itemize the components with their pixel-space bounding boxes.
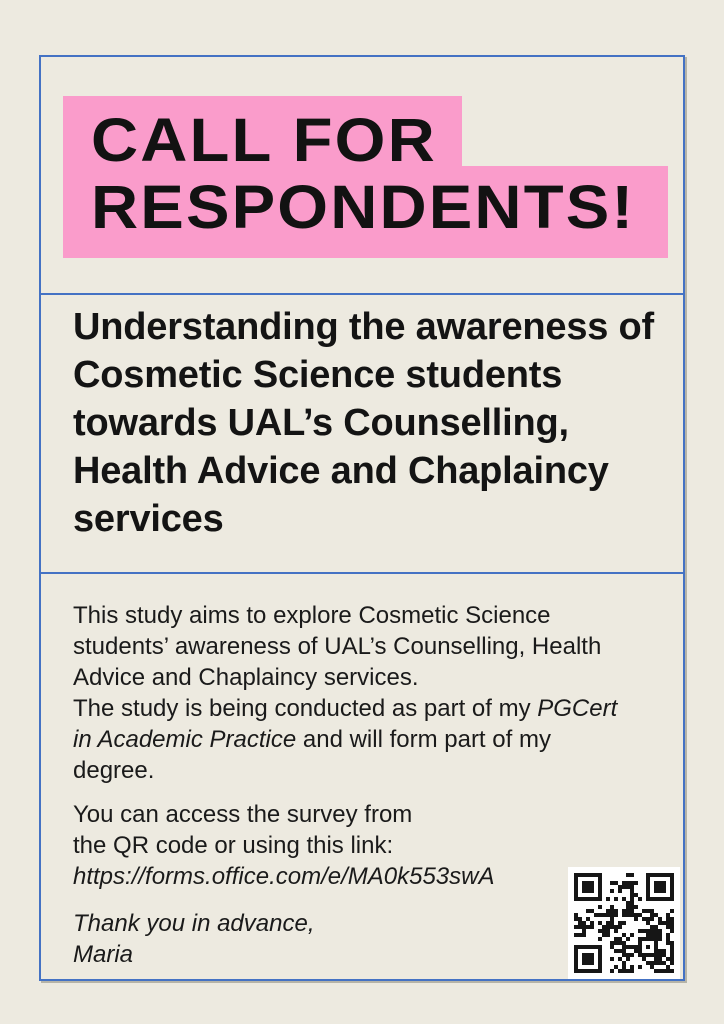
study-title-line: Cosmetic Science students	[73, 354, 563, 396]
qr-code	[568, 867, 680, 979]
signoff-line: Thank you in advance,	[73, 910, 315, 937]
body-line: degree.	[73, 757, 155, 784]
body-line: Advice and Chaplaincy services.	[73, 664, 419, 691]
paragraph-study-description	[73, 600, 647, 786]
study-title	[73, 303, 663, 543]
study-title-line: services	[73, 498, 224, 540]
study-title-line: towards UAL’s Counselling,	[73, 402, 569, 444]
body-line: the QR code or using this link:	[73, 832, 394, 859]
paragraph-survey-access	[73, 799, 647, 892]
italic-course-name: PGCert	[537, 695, 618, 722]
body-line: in Academic Practice and will form part of my	[73, 726, 551, 753]
paragraph-signoff	[73, 908, 647, 970]
signoff-name: Maria	[73, 941, 134, 968]
study-title-line: Understanding the awareness of	[73, 306, 655, 348]
section-study-title	[41, 295, 683, 574]
italic-course-name: in Academic Practice	[73, 726, 297, 753]
poster-title-line1: CALL FOR	[91, 106, 437, 174]
study-title-line: Health Advice and Chaplaincy	[73, 450, 609, 492]
section-title-banner	[41, 57, 683, 295]
poster-title-line2: RESPONDENTS!	[91, 173, 636, 241]
body-line: This study aims to explore Cosmetic Science	[73, 602, 551, 629]
body-line: students’ awareness of UAL’s Counselling, Health	[73, 633, 602, 660]
body-line: You can access the survey from	[73, 801, 413, 828]
poster-frame	[39, 55, 685, 981]
body-line	[73, 861, 647, 892]
survey-link[interactable]: https://forms.office.com/e/MA0k553swA	[73, 863, 495, 890]
body-line: The study is being conducted as part of my PGCert	[73, 695, 618, 722]
